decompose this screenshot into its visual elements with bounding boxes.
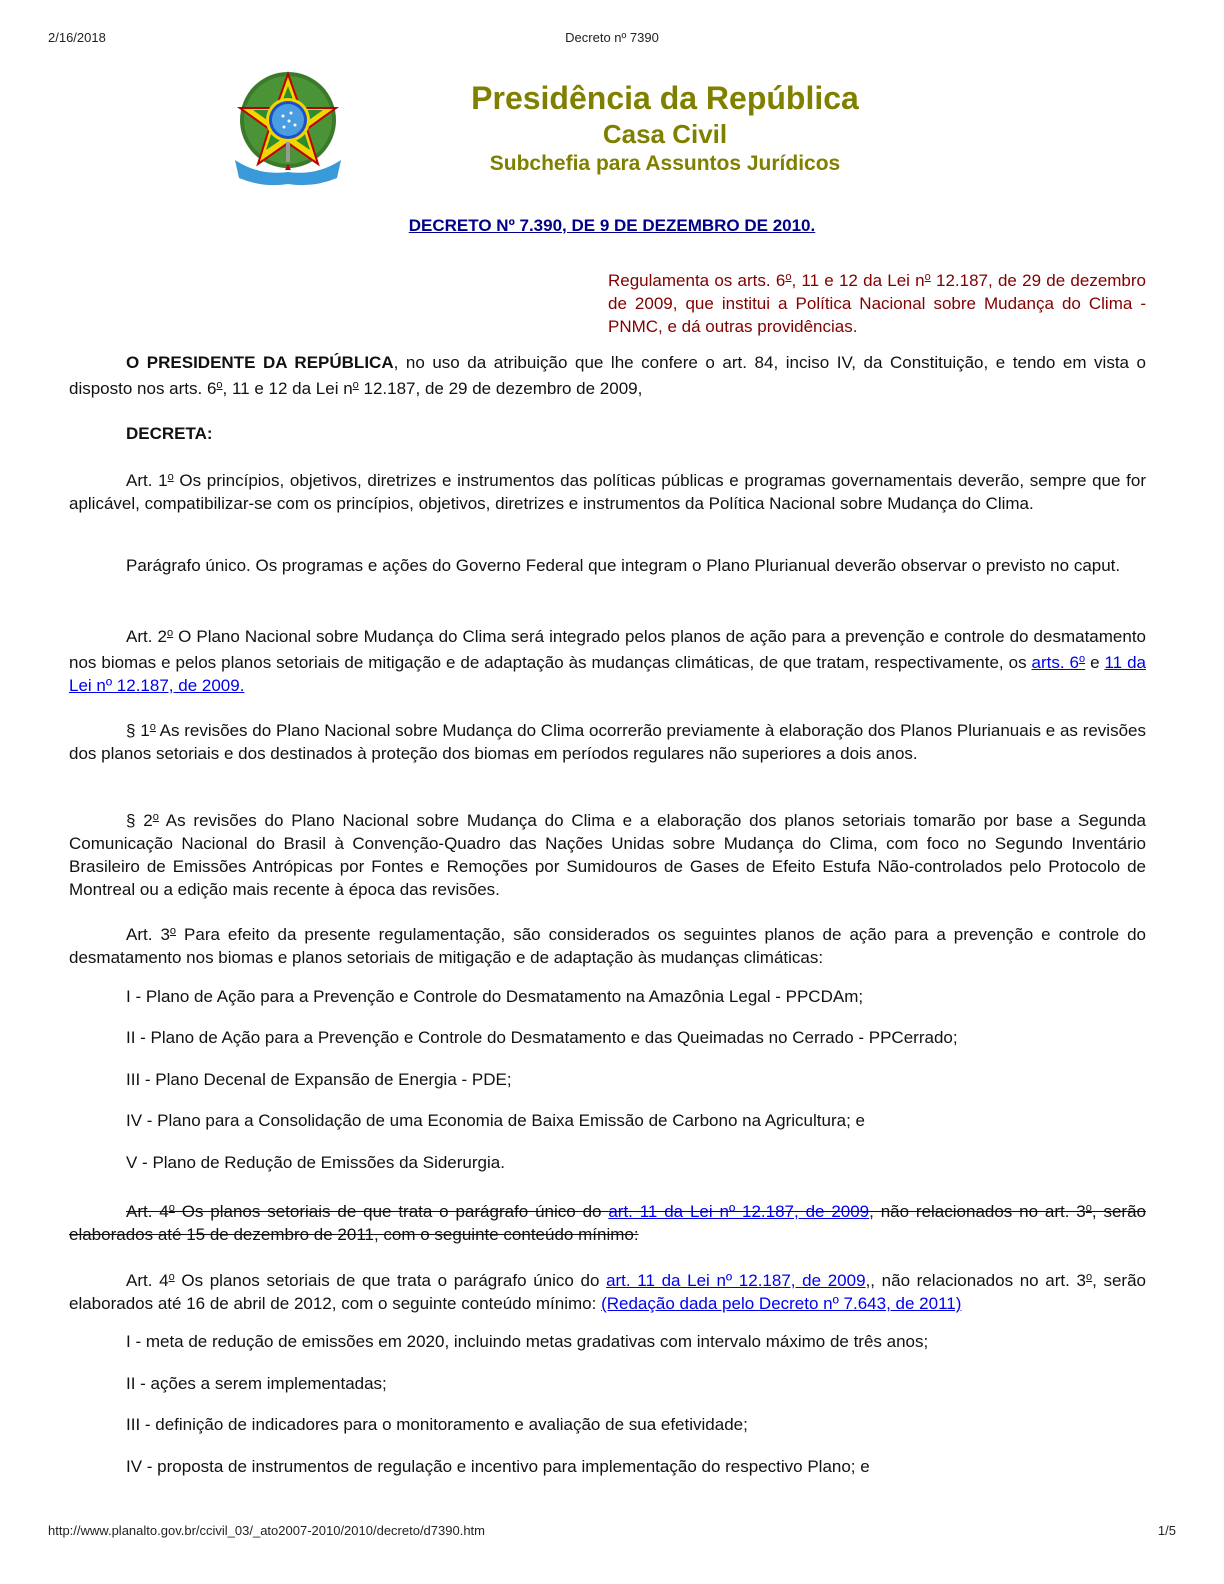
decree-title-wrap xyxy=(0,216,1224,236)
article-text: Os princípios, objetivos, diretrizes e instrumentos das políticas públicas e programas governamentais deverão, sempre que for aplicável, compatibilizar-se com os princípios, objetivos, diretrizes e instrumentos da Política Nacional sobre Mudança do Clima. xyxy=(69,471,1146,513)
article-text: Os planos setoriais de que trata o parágrafo único do xyxy=(174,1202,609,1221)
article-3-item xyxy=(69,1151,1146,1174)
ordinal: o xyxy=(169,925,177,937)
article-1-sole-paragraph xyxy=(69,554,1146,577)
ementa-text: 12.187, de 29 de dezembro de 2009, que institui a Política Nacional sobre Mudança do Clima - PNMC, e dá outras providências. xyxy=(608,271,1147,336)
article-2 xyxy=(69,622,1146,697)
institution-title: Presidência da República xyxy=(471,80,859,116)
decreta-block xyxy=(69,422,1146,445)
ordinal: o xyxy=(149,721,156,733)
article-3 xyxy=(69,920,1146,969)
ordinal: o xyxy=(166,627,174,639)
ordinal: o xyxy=(1079,653,1086,665)
list-item: III - Plano Decenal de Expansão de Energia - PDE; xyxy=(126,1070,512,1089)
list-item: I - Plano de Ação para a Prevenção e Controle do Desmatamento na Amazônia Legal - PPCDAm; xyxy=(126,987,864,1006)
decree-title-link[interactable]: DECRETO Nº 7.390, DE 9 DE DEZEMBRO DE 2010. xyxy=(408,216,816,235)
ordinal: o xyxy=(1085,1271,1093,1283)
institution-division: Subchefia para Assuntos Jurídicos xyxy=(489,152,841,175)
ordinal: o xyxy=(352,379,359,391)
paragraph-label: § 2 xyxy=(126,811,153,830)
list-item: IV - Plano para a Consolidação de uma Economia de Baixa Emissão de Carbono na Agricultura; e xyxy=(126,1111,865,1130)
print-title: Decreto nº 7390 xyxy=(565,30,659,45)
law-12187-link[interactable]: 11 da Lei nº 12.187, de 2009. xyxy=(69,653,1146,695)
article-1 xyxy=(69,466,1146,515)
article-3-item xyxy=(69,1068,1146,1091)
article-3-item xyxy=(69,1109,1146,1132)
brazil-coat-of-arms-icon xyxy=(229,68,347,190)
list-item: III - definição de indicadores para o monitoramento e avaliação de sua efetividade; xyxy=(126,1415,748,1434)
paragraph-text: As revisões do Plano Nacional sobre Mudança do Clima ocorrerão previamente à elaboração dos Planos Plurianuais e as revisões dos planos setoriais e dos destinados à proteção dos biomas em períodos regulares não superiores a dois anos. xyxy=(69,721,1146,763)
ordinal: o xyxy=(924,271,931,283)
ementa-text: , 11 e 12 da Lei n xyxy=(791,271,925,290)
preamble xyxy=(69,351,1146,400)
article-text: Os planos setoriais de que trata o parágrafo único do xyxy=(174,1271,607,1290)
amendment-link[interactable]: (Redação dada pelo Decreto nº 7.643, de 2011) xyxy=(601,1294,962,1313)
institution-subtitle: Casa Civil xyxy=(602,119,728,149)
preamble-text: , no uso da atribuição que lhe confere o art. 84, inciso IV, da Constituição, e tendo em vista o disposto nos arts. 6 xyxy=(69,353,1146,398)
article-label: Art. 2 xyxy=(126,627,167,646)
article-label: Art. 3 xyxy=(126,925,170,944)
list-item: IV - proposta de instrumentos de regulação e incentivo para implementação do respectivo Plano; e xyxy=(126,1457,870,1476)
article-text: Para efeito da presente regulamentação, são considerados os seguintes planos de ação para a prevenção e controle do desmatamento nos biomas e planos setoriais de mitigação e de adaptação às mudanças climáticas: xyxy=(69,925,1146,967)
preamble-text: 12.187, de 29 de dezembro de 2009, xyxy=(358,379,643,398)
law-article-11-link[interactable]: art. 11 da Lei nº 12.187, de 2009 xyxy=(606,1271,866,1290)
list-item: V - Plano de Redução de Emissões da Siderurgia. xyxy=(126,1153,505,1172)
article-3-item xyxy=(69,1026,1146,1049)
article-label: Art. 4 xyxy=(126,1202,169,1221)
ordinal: o xyxy=(168,1271,175,1283)
ordinal: o xyxy=(168,1202,175,1214)
law-articles-link[interactable] xyxy=(1032,653,1086,672)
ordinal: o xyxy=(152,811,159,823)
page-url: http://www.planalto.gov.br/ccivil_03/_ato2007-2010/2010/decreto/d7390.htm xyxy=(48,1523,485,1538)
page-number: 1/5 xyxy=(1157,1523,1176,1538)
list-item: II - Plano de Ação para a Prevenção e Controle do Desmatamento e das Queimadas no Cerrado - PPCerrado; xyxy=(126,1028,958,1047)
article-text: ,, não relacionados no art. 3 xyxy=(865,1271,1086,1290)
paragraph-text: As revisões do Plano Nacional sobre Mudança do Clima e a elaboração dos planos setoriais tomarão por base a Segunda Comunicação Nacional do Brasil à Convenção-Quadro das Nações Unidas sobre Mudança do Clima, com foco no Segundo Inventário Brasileiro de Emissões Antrópicas por Fontes e Remoções por Sumidouros de Gases de Efeito Estufa Não-controlados pelo Protocolo de Montreal ou a edição mais recente à época das revisões. xyxy=(69,811,1146,899)
ordinal: o xyxy=(1085,1202,1092,1214)
article-2-paragraph-1 xyxy=(69,716,1146,765)
article-text: O Plano Nacional sobre Mudança do Clima será integrado pelos planos de ação para a prevenção e controle do desmatamento nos biomas e pelos planos setoriais de mitigação e de adaptação às mudanças climáticas, de que tratam, respectivamente, os xyxy=(69,627,1146,672)
list-item: II - ações a serem implementadas; xyxy=(126,1374,387,1393)
article-text: , não relacionados no art. 3 xyxy=(869,1202,1086,1221)
print-date: 2/16/2018 xyxy=(48,30,106,45)
article-4-item xyxy=(69,1413,1146,1436)
article-2-paragraph-2 xyxy=(69,806,1146,901)
article-text: , serão elaborados até 15 de dezembro de 2011, com o seguinte conteúdo mínimo: xyxy=(69,1202,1146,1244)
article-text: , serão elaborados até 16 de abril de 2012, com o seguinte conteúdo mínimo: xyxy=(69,1271,1146,1313)
ordinal: o xyxy=(216,379,223,391)
ementa xyxy=(608,266,1146,338)
law-article-11-link[interactable]: art. 11 da Lei nº 12.187, de 2009 xyxy=(608,1202,870,1221)
decreta-heading: DECRETA: xyxy=(126,424,213,443)
article-4-item xyxy=(69,1455,1146,1478)
paragraph-label: § 1 xyxy=(126,721,150,740)
preamble-text: , 11 e 12 da Lei n xyxy=(222,379,353,398)
article-4-item xyxy=(69,1330,1146,1353)
article-4-revoked xyxy=(69,1197,1146,1246)
president-label: O PRESIDENTE DA REPÚBLICA xyxy=(126,353,394,372)
link-text: arts. 6 xyxy=(1031,653,1079,672)
article-4 xyxy=(69,1266,1146,1315)
article-3-item xyxy=(69,985,1146,1008)
ordinal: o xyxy=(785,271,792,283)
ordinal: o xyxy=(167,471,174,483)
article-4-item xyxy=(69,1372,1146,1395)
article-label: Art. 4 xyxy=(126,1271,169,1290)
article-label: Art. 1 xyxy=(126,471,168,490)
article-text: e xyxy=(1085,653,1105,672)
list-item: I - meta de redução de emissões em 2020, incluindo metas gradativas com intervalo máximo de três anos; xyxy=(126,1332,929,1351)
sole-paragraph-text: Parágrafo único. Os programas e ações do Governo Federal que integram o Plano Plurianual deverão observar o previsto no caput. xyxy=(126,556,1121,575)
ementa-text: Regulamenta os arts. 6 xyxy=(608,271,786,290)
